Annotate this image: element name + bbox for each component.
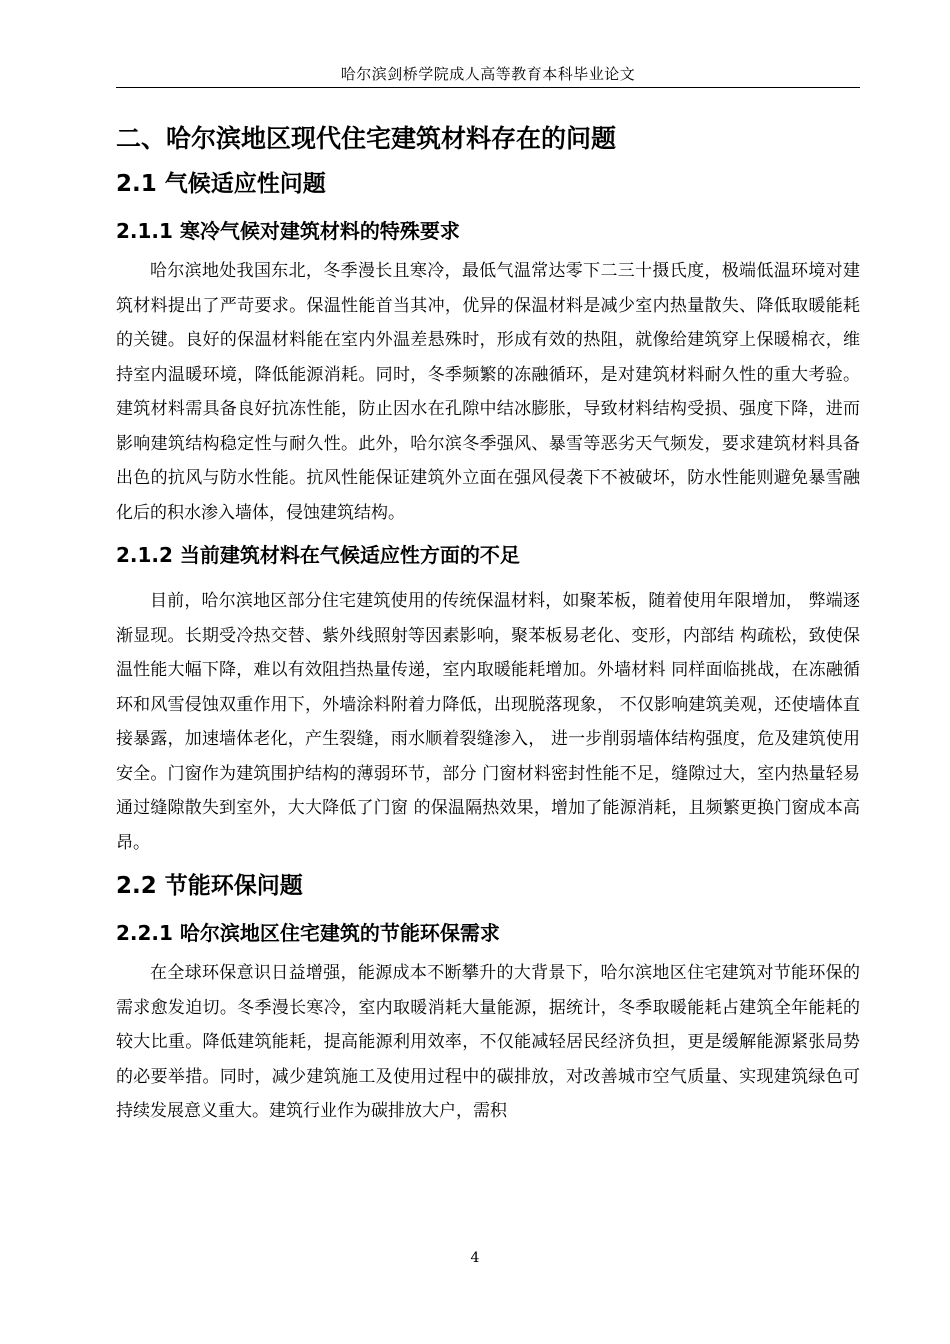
running-header: 哈尔滨剑桥学院成人高等教育本科毕业论文 <box>340 65 636 83</box>
subsection-heading-2-1-1: 2.1.1 寒冷气候对建筑材料的特殊要求 <box>116 219 460 243</box>
page-number: 4 <box>470 1250 480 1266</box>
subsection-heading-2-2-1: 2.2.1 哈尔滨地区住宅建筑的节能环保需求 <box>116 921 500 945</box>
section-heading-2-2: 2.2 节能环保问题 <box>116 873 303 899</box>
paragraph-2-2-1: 在全球环保意识日益增强，能源成本不断攀升的大背景下，哈尔滨地区住宅建筑对节能环保的需求愈发迫切。冬季漫长寒冷，室内取暖消耗大量能源，据统计，冬季取暖能耗占建筑全年能耗的较大比重。降低建筑能耗，提高能源利用效率，不仅能减轻居民经济负担，更是缓解能源紧张局势的必要举措。同时，减少建筑施工及使用过程中的碳排放，对改善城市空气质量、实现建筑绿色可持续发展意义重大。建筑行业作为碳排放大户，需积 <box>116 963 860 1121</box>
page-body <box>116 118 860 1131</box>
section-heading-2-1: 2.1 气候适应性问题 <box>116 171 326 197</box>
header-rule <box>116 87 860 88</box>
subsection-heading-2-1-2: 2.1.2 当前建筑材料在气候适应性方面的不足 <box>116 543 520 567</box>
paragraph-2-1-1: 哈尔滨地处我国东北，冬季漫长且寒冷，最低气温常达零下二三十摄氏度，极端低温环境对建筑材料提出了严苛要求。保温性能首当其冲，优异的保温材料是减少室内热量散失、降低取暖能耗的关键。良好的保温材料能在室内外温差悬殊时，形成有效的热阻，就像给建筑穿上保暖棉衣，维持室内温暖环境，降低能源消耗。同时，冬季频繁的冻融循环，是对建筑材料耐久性的重大考验。建筑材料需具备良好抗冻性能，防止因水在孔隙中结冰膨胀，导致材料结构受损、强度下降，进而影响建筑结构稳定性与耐久性。此外，哈尔滨冬季强风、暴雪等恶劣天气频发，要求建筑材料具备出色的抗风与防水性能。抗风性能保证建筑外立面在强风侵袭下不被破坏，防水性能则避免暴雪融化后的积水渗入墙体，侵蚀建筑结构。 <box>116 261 860 523</box>
chapter-heading: 二、哈尔滨地区现代住宅建筑材料存在的问题 <box>116 124 617 153</box>
paragraph-2-1-2: 目前，哈尔滨地区部分住宅建筑使用的传统保温材料，如聚苯板，随着使用年限增加， 弊端逐渐显现。长期受冷热交替、紫外线照射等因素影响，聚苯板易老化、变形，内部结 构疏松，致使保温性能大幅下降，难以有效阻挡热量传递，室内取暖能耗增加。外墙材料 同样面临挑战，在冻融循环和风雪侵蚀双重作用下，外墙涂料附着力降低，出现脱落现象， 不仅影响建筑美观，还使墙体直接暴露，加速墙体老化，产生裂缝，雨水顺着裂缝渗入， 进一步削弱墙体结构强度，危及建筑使用安全。门窗作为建筑围护结构的薄弱环节，部分 门窗材料密封性能不足，缝隙过大，室内热量轻易通过缝隙散失到室外，大大降低了门窗 的保温隔热效果，增加了能源消耗，且频繁更换门窗成本高昂。 <box>116 591 860 853</box>
